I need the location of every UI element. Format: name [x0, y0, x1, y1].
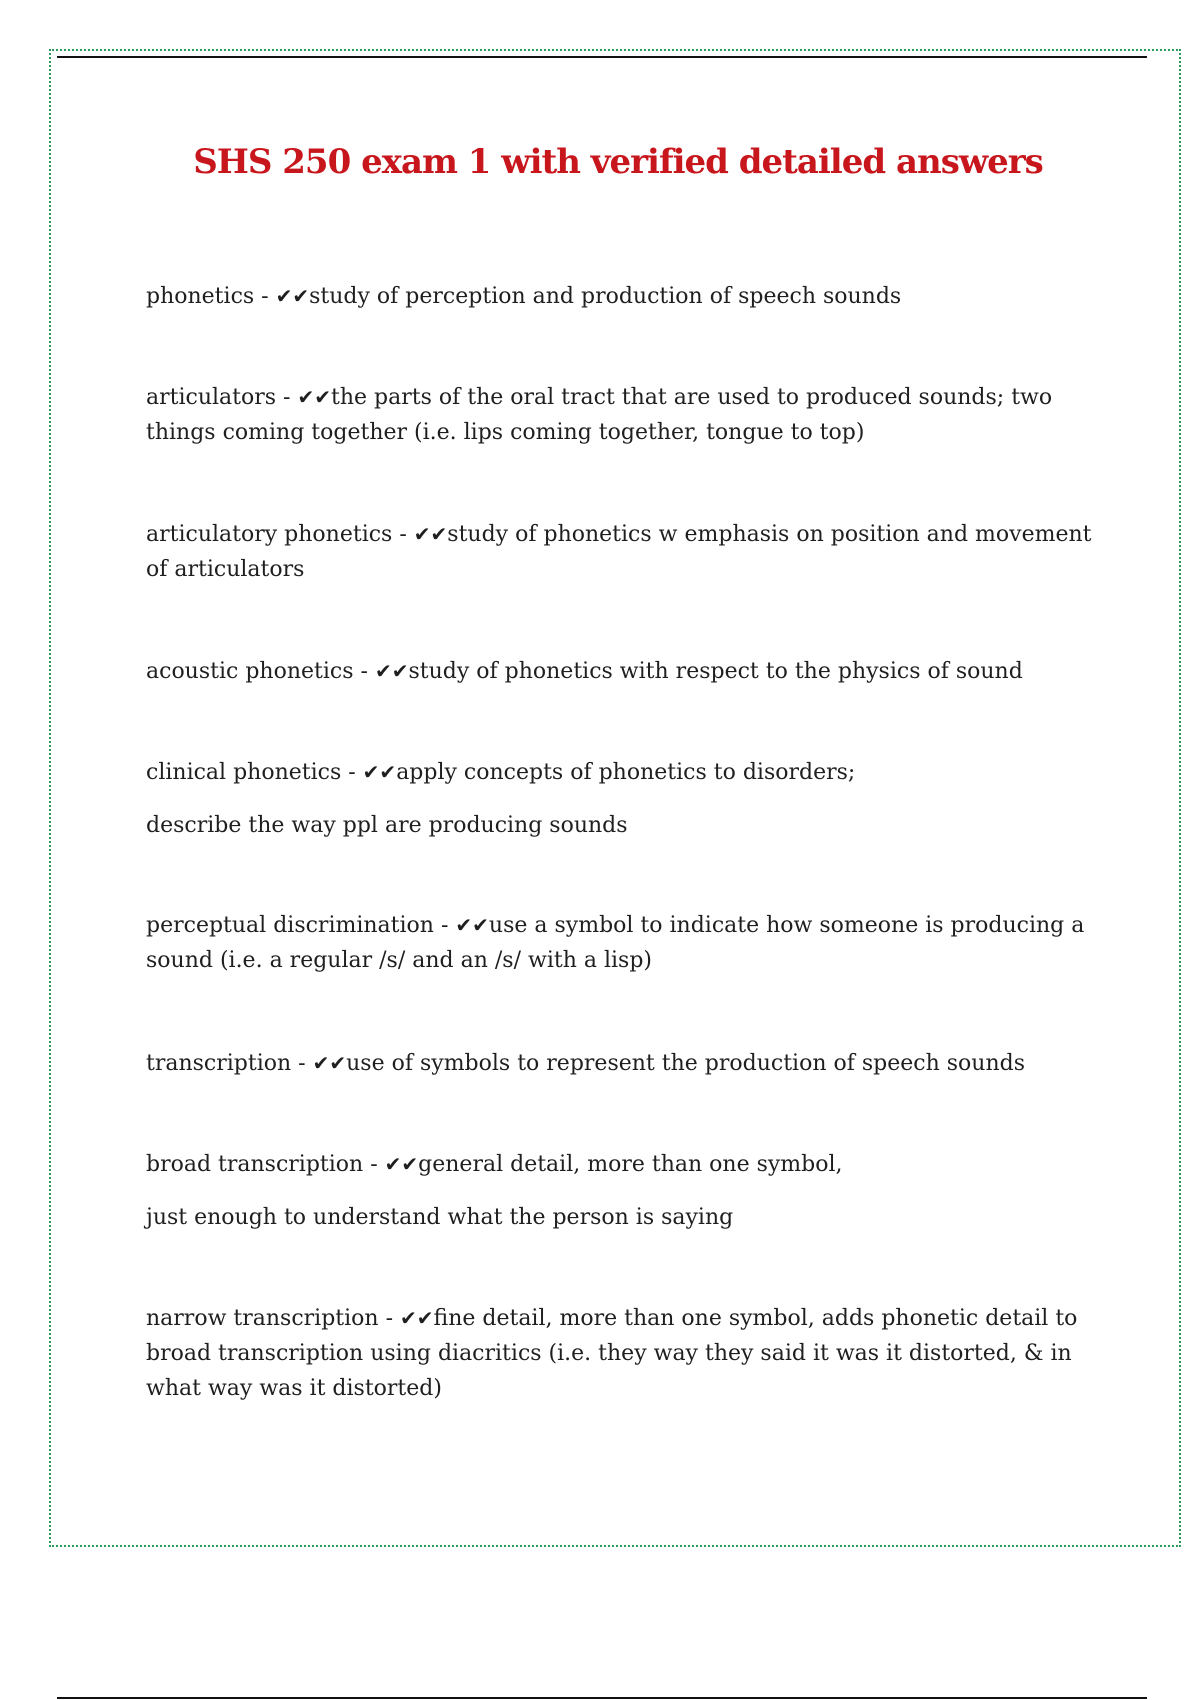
double-check-icon: ✔✔	[374, 659, 409, 683]
double-check-icon: ✔✔	[275, 284, 310, 308]
separator: -	[433, 913, 456, 938]
definition-continued: just enough to understand what the person is saying	[146, 1205, 734, 1230]
definition: the parts of the oral tract that are used to produced sounds; two things coming together (i.e. lips coming together, tongue to top)	[146, 385, 1053, 445]
separator: -	[254, 284, 276, 309]
term: articulatory phonetics	[146, 522, 393, 547]
entry-transcription	[146, 1046, 1096, 1081]
double-check-icon: ✔✔	[312, 1051, 347, 1075]
document-title: SHS 250 exam 1 with verified detailed answers	[193, 142, 1043, 182]
definition: study of perception and production of speech sounds	[309, 284, 902, 309]
term: transcription	[146, 1051, 292, 1076]
definition: study of phonetics with respect to the physics of sound	[408, 659, 1023, 684]
term: clinical phonetics	[146, 760, 342, 785]
definition: study of phonetics w emphasis on position and movement of articulators	[146, 522, 1092, 582]
definition: fine detail, more than one symbol, adds phonetic detail to broad transcription using diacritics (i.e. they way they said it was it distorted, & in what way was it distorted)	[146, 1306, 1078, 1401]
term: broad transcription	[146, 1152, 364, 1177]
definition: apply concepts of phonetics to disorders;	[396, 760, 856, 785]
double-check-icon: ✔✔	[400, 1306, 434, 1330]
separator: -	[392, 522, 414, 547]
definition: use a symbol to indicate how someone is producing a sound (i.e. a regular /s/ and an /s/ with a lisp)	[146, 913, 1085, 973]
definition: general detail, more than one symbol,	[418, 1152, 843, 1177]
entry-articulators	[146, 380, 1096, 450]
double-check-icon: ✔✔	[297, 385, 331, 409]
entry-narrow-transcription	[146, 1301, 1096, 1406]
term: articulators	[146, 385, 277, 410]
term: acoustic phonetics	[146, 659, 354, 684]
entry-articulatory-phonetics	[146, 517, 1096, 587]
separator: -	[363, 1152, 385, 1177]
term: narrow transcription	[146, 1306, 379, 1331]
separator: -	[276, 385, 298, 410]
entry-acoustic-phonetics	[146, 654, 1096, 689]
bottom-rule	[57, 1697, 1147, 1699]
term: phonetics	[146, 284, 255, 309]
term: perceptual discrimination	[146, 913, 434, 938]
double-check-icon: ✔✔	[413, 522, 448, 546]
entry-broad-transcription	[146, 1147, 1096, 1235]
entry-phonetics	[146, 279, 1096, 314]
entry-clinical-phonetics	[146, 755, 1096, 843]
definition-continued: describe the way ppl are producing sounds	[146, 813, 628, 838]
double-check-icon: ✔✔	[384, 1152, 419, 1176]
definition: use of symbols to represent the production of speech sounds	[346, 1051, 1025, 1076]
entry-perceptual-discrimination	[146, 908, 1096, 978]
separator: -	[341, 760, 363, 785]
double-check-icon: ✔✔	[455, 913, 489, 937]
double-check-icon: ✔✔	[362, 760, 397, 784]
separator: -	[291, 1051, 313, 1076]
separator: -	[378, 1306, 400, 1331]
separator: -	[353, 659, 375, 684]
